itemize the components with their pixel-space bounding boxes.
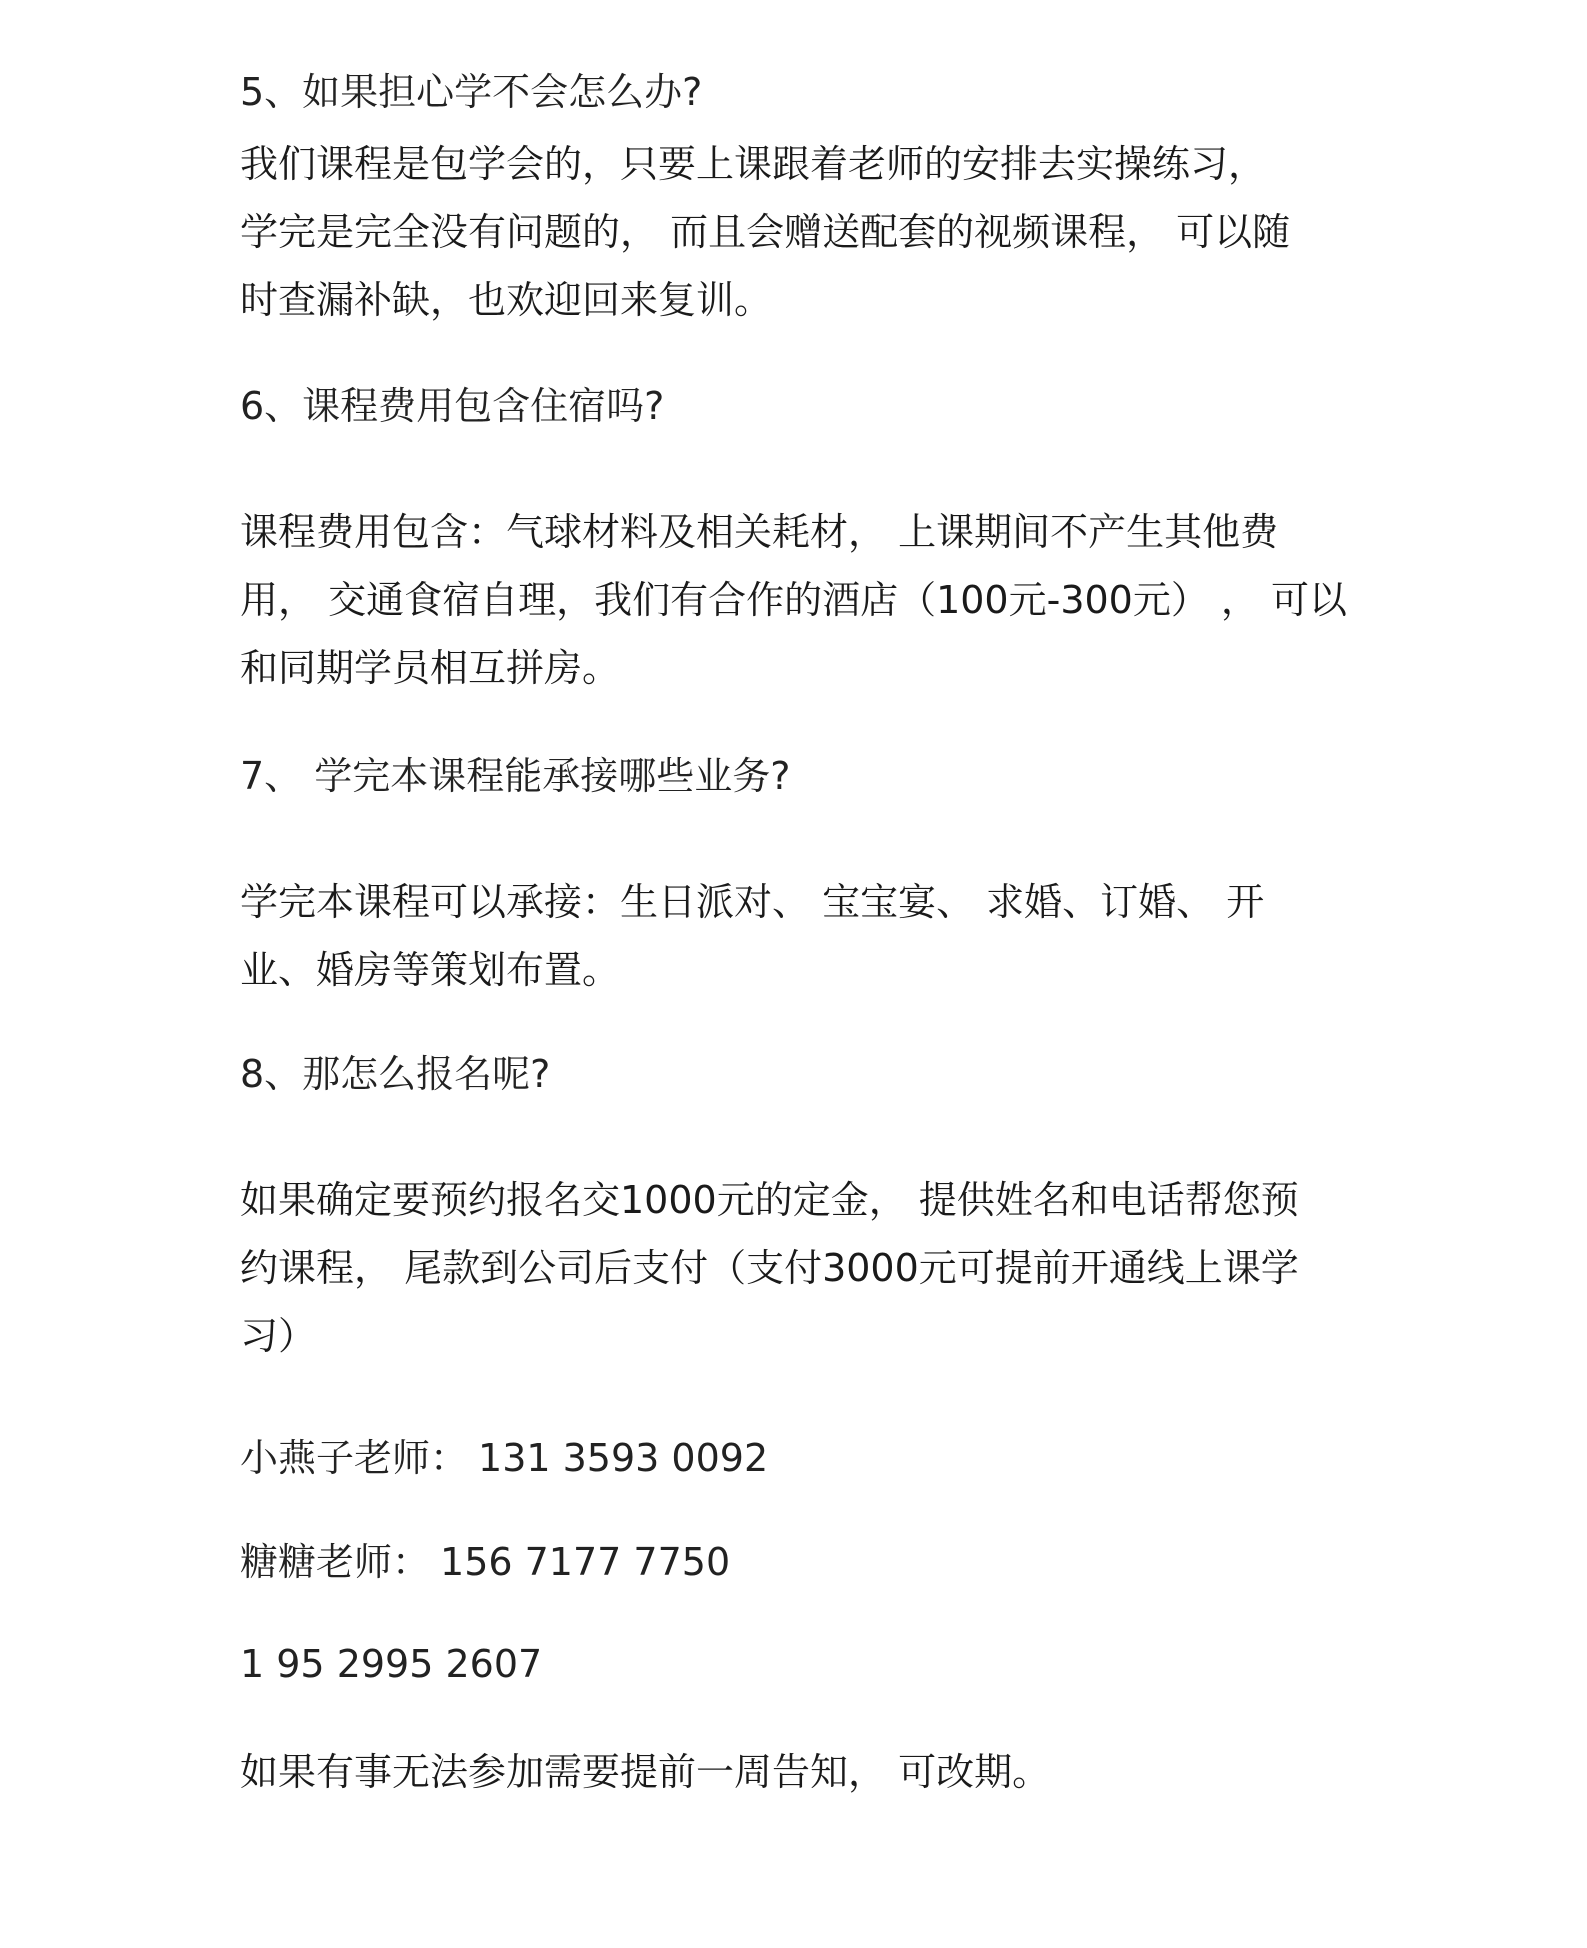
answer-line: 学完是完全没有问题的， 而且会赠送配套的视频课程， 可以随 [240, 210, 1291, 254]
contact-xiaoyanzi [240, 1434, 768, 1482]
answer-line: 学完本课程可以承接：生日派对、 宝宝宴、 求婚、订婚、 开 [240, 880, 1265, 924]
answer-line: 习） [240, 1314, 317, 1358]
contact-phone: 156 7177 7750 [440, 1540, 731, 1584]
answer-line: 课程费用包含：气球材料及相关耗材， 上课期间不产生其他费 [240, 510, 1279, 554]
faq-question-6: 6、课程费用包含住宿吗? [240, 384, 665, 428]
contact-phone: 131 3593 0092 [478, 1436, 769, 1480]
answer-line: 我们课程是包学会的，只要上课跟着老师的安排去实操练习， [240, 142, 1267, 186]
contact-label: 糖糖老师： [240, 1540, 431, 1584]
faq-question-5: 5、如果担心学不会怎么办? [240, 70, 703, 114]
answer-line: 时查漏补缺，也欢迎回来复训。 [240, 278, 773, 322]
faq-question-8: 8、那怎么报名呢? [240, 1052, 551, 1096]
contact-tangtang [240, 1538, 730, 1586]
answer-line: 约课程， 尾款到公司后支付（支付3000元可提前开通线上课学 [240, 1246, 1299, 1290]
faq-question-7: 7、 学完本课程能承接哪些业务? [240, 754, 791, 798]
answer-line: 用， 交通食宿自理，我们有合作的酒店（100元-300元） ， 可以 [240, 578, 1348, 622]
contact-extra-phone [240, 1640, 542, 1688]
answer-line: 如果确定要预约报名交1000元的定金， 提供姓名和电话帮您预 [240, 1178, 1299, 1222]
answer-line: 业、婚房等策划布置。 [240, 948, 621, 992]
contact-phone: 1 95 2995 2607 [240, 1642, 543, 1686]
contact-label: 小燕子老师： [240, 1436, 469, 1480]
answer-line: 和同期学员相互拼房。 [240, 646, 621, 690]
footer-note: 如果有事无法参加需要提前一周告知， 可改期。 [240, 1750, 1051, 1794]
